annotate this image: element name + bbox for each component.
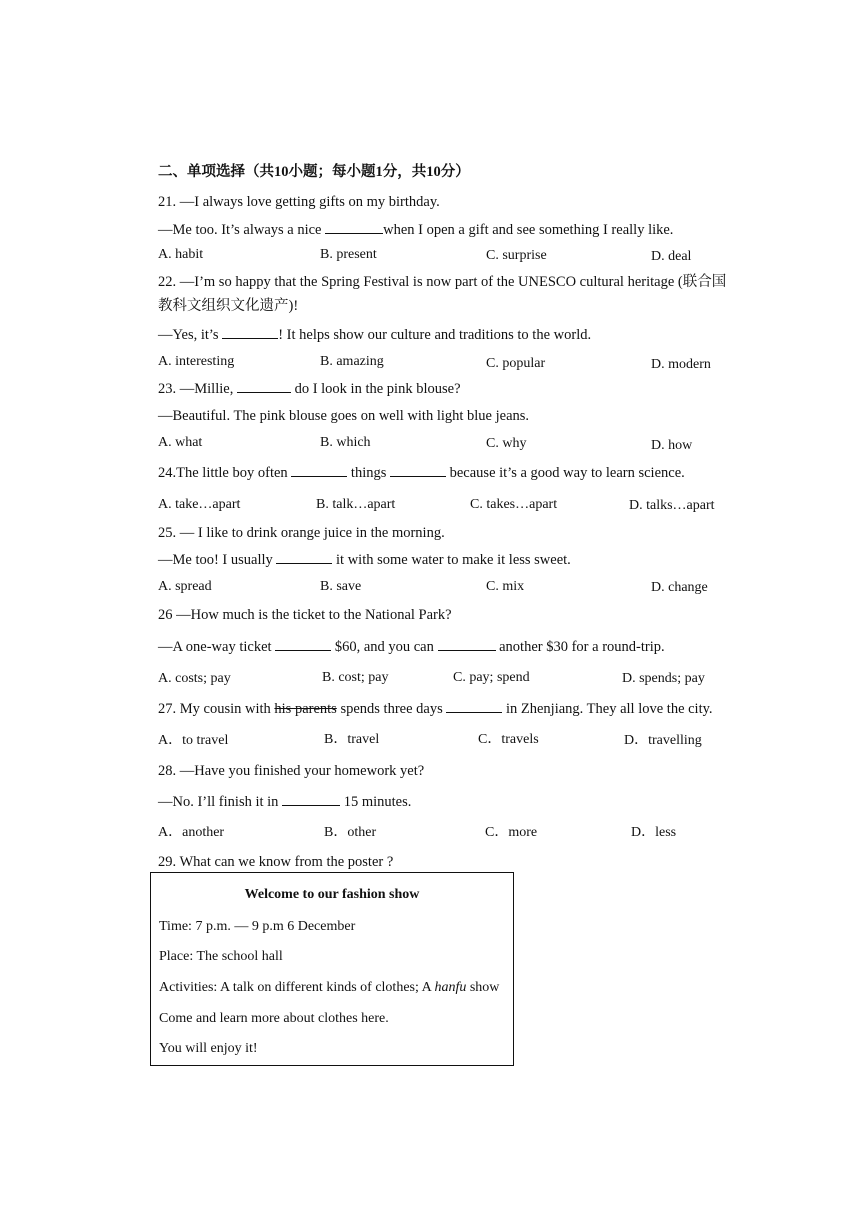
poster-activities-hanfu: hanfu — [434, 980, 467, 995]
q22-reply — [158, 326, 591, 344]
q25-option-c: C. mix — [486, 579, 525, 594]
q24-option-c: C. takes…apart — [470, 497, 558, 512]
q28-option-b: B．other — [324, 825, 377, 840]
q24-stem-part1: 24.The little boy often — [158, 465, 292, 481]
q27-stem-part1: 27. My cousin with — [158, 701, 275, 717]
q28-reply-part1: —No. I’ll finish it in — [158, 794, 283, 810]
q26-blank-2 — [438, 638, 496, 651]
q27-stem-part3: in Zhenjiang. They all love the city. — [502, 701, 713, 717]
q26-reply-part2: $60, and you can — [331, 639, 438, 655]
q27-blank — [446, 700, 502, 713]
q25-option-a: A. spread — [158, 579, 212, 594]
q26-option-d: D. spends; pay — [622, 671, 705, 686]
q24-option-b: B. talk…apart — [316, 497, 396, 512]
q24-option-a: A. take…apart — [158, 497, 241, 512]
q23-blank — [237, 380, 291, 393]
q21-reply-part2: when I open a gift and see something I really like. — [383, 222, 674, 238]
q23-stem — [158, 380, 461, 398]
q26-option-c: C. pay; spend — [453, 670, 530, 685]
poster-activities — [159, 979, 499, 997]
fashion-show-poster — [150, 872, 514, 1066]
q27-option-b: B．travel — [324, 732, 380, 747]
q26-option-a: A. costs; pay — [158, 671, 231, 686]
q28-reply-part2: 15 minutes. — [340, 794, 412, 810]
q28-option-a: A．another — [158, 825, 225, 840]
q27-option-a: A．to travel — [158, 733, 229, 748]
q21-option-a: A. habit — [158, 247, 204, 262]
q25-reply — [158, 551, 571, 569]
q26-reply-part1: —A one-way ticket — [158, 639, 276, 655]
q21-blank — [325, 221, 383, 234]
q27-option-d: D．travelling — [624, 733, 702, 748]
q21-option-d: D. deal — [651, 249, 692, 264]
q26-stem: 26 —How much is the ticket to the National Park? — [158, 607, 452, 623]
q28-blank — [282, 793, 340, 806]
q26-option-b: B. cost; pay — [322, 670, 389, 685]
q27-option-c: C．travels — [478, 732, 539, 747]
q25-option-d: D. change — [651, 580, 708, 595]
poster-activities-part1: Activities: A talk on different kinds of clothes; A — [159, 980, 435, 995]
q23-option-b: B. which — [320, 435, 371, 450]
q21-reply — [158, 221, 673, 239]
q25-stem: 25. — I like to drink orange juice in the morning. — [158, 525, 445, 541]
q21-stem: 21. —I always love getting gifts on my birthday. — [158, 194, 440, 210]
q27-struck-text: his parents — [274, 701, 337, 717]
q28-option-c: C．more — [485, 825, 538, 840]
q22-option-a: A. interesting — [158, 354, 235, 369]
q26-blank-1 — [275, 638, 331, 651]
q23-option-a: A. what — [158, 435, 203, 450]
poster-activities-part2: show — [466, 980, 500, 995]
q21-option-b: B. present — [320, 247, 377, 262]
q25-reply-part1: —Me too! I usually — [158, 552, 277, 568]
q28-stem: 28. —Have you finished your homework yet? — [158, 763, 425, 779]
q23-option-d: D. how — [651, 438, 693, 453]
q21-option-c: C. surprise — [486, 248, 547, 263]
q23-stem-part2: do I look in the pink blouse? — [290, 381, 461, 397]
q28-reply — [158, 793, 411, 811]
q25-reply-part2: it with some water to make it less sweet. — [332, 552, 571, 568]
q27-stem-part2: spends three days — [336, 701, 447, 717]
q24-blank-2 — [390, 464, 446, 477]
q22-option-c: C. popular — [486, 356, 546, 371]
q23-stem-part1: 23. —Millie, — [158, 381, 237, 397]
q22-stem: 22. —I’m so happy that the Spring Festival is now part of the UNESCO cultural heritage (联合国 — [158, 274, 727, 290]
q24-option-d: D. talks…apart — [629, 498, 715, 513]
q21-reply-part1: —Me too. It’s always a nice — [158, 222, 326, 238]
q22-blank — [222, 326, 278, 339]
q25-blank — [276, 551, 332, 564]
q24-stem-part2: things — [347, 465, 390, 481]
q22-option-b: B. amazing — [320, 354, 384, 369]
q23-reply: —Beautiful. The pink blouse goes on well with light blue jeans. — [158, 408, 530, 424]
poster-invite: Come and learn more about clothes here. — [159, 1011, 389, 1026]
poster-closing: You will enjoy it! — [159, 1041, 258, 1056]
q28-option-d: D．less — [631, 825, 677, 840]
q26-reply-part3: another $30 for a round-trip. — [495, 639, 665, 655]
q22-stem-cont: 教科文组织文化遗产)! — [158, 298, 299, 314]
q29-stem: 29. What can we know from the poster ? — [158, 854, 394, 870]
q24-blank-1 — [291, 464, 347, 477]
q26-reply — [158, 638, 665, 656]
section-heading: 二、单项选择（共10小题；每小题1分，共10分） — [158, 164, 470, 180]
q22-option-d: D. modern — [651, 357, 711, 372]
q27-stem — [158, 700, 713, 718]
q22-reply-part1: —Yes, it’s — [158, 327, 223, 343]
q24-stem — [158, 464, 685, 482]
q22-reply-part2: ! It helps show our culture and traditions to the world. — [278, 327, 592, 343]
q23-option-c: C. why — [486, 436, 527, 451]
poster-title: Welcome to our fashion show — [244, 887, 420, 902]
poster-time: Time: 7 p.m. — 9 p.m 6 December — [159, 919, 356, 934]
q25-option-b: B. save — [320, 579, 362, 594]
q24-stem-part3: because it’s a good way to learn science. — [446, 465, 685, 481]
poster-place: Place: The school hall — [159, 949, 283, 964]
